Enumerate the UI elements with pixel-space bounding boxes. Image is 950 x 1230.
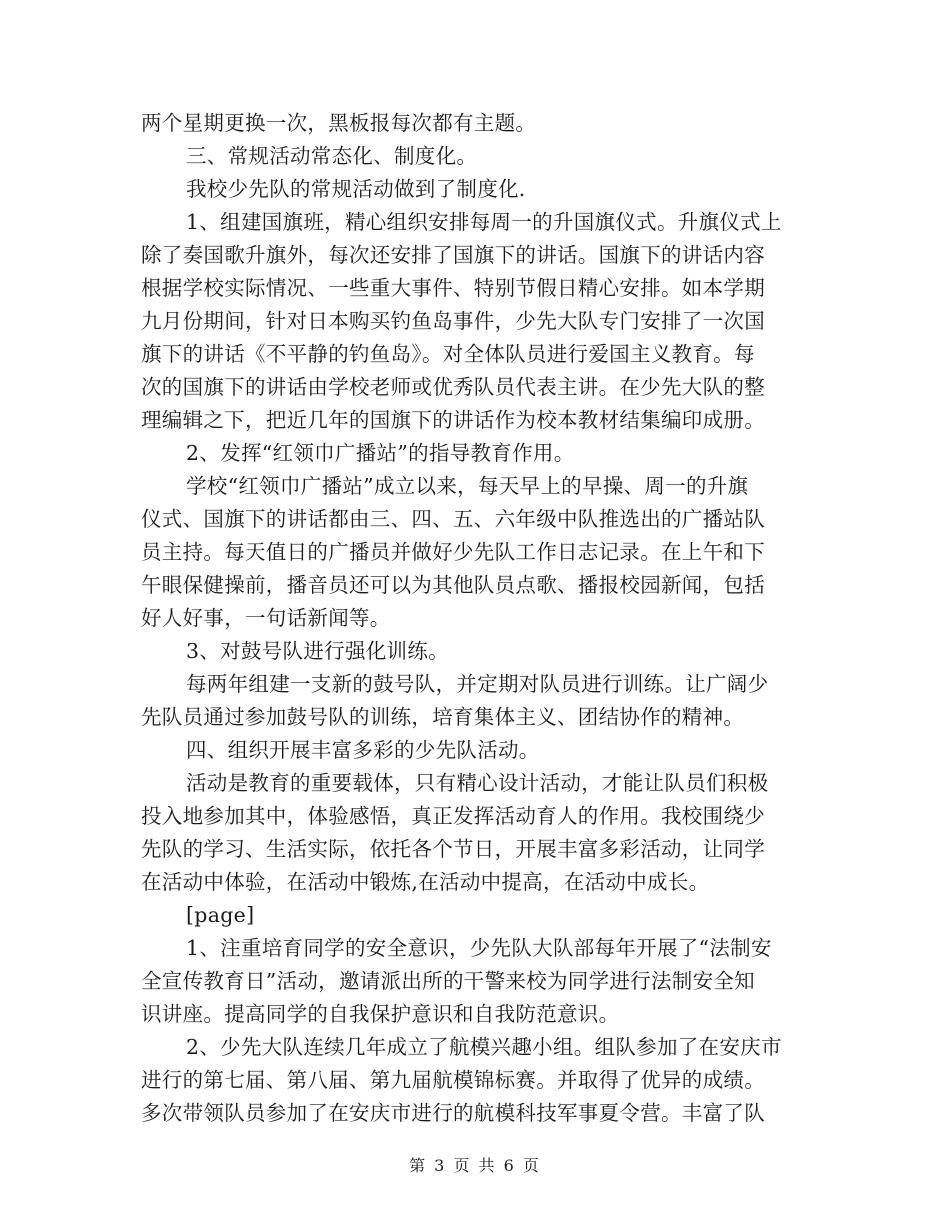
text-line: 在活动中体验，在活动中锻炼,在活动中提高，在活动中成长。 [141, 870, 710, 894]
text-line: 除了奏国歌升旗外，每次还安排了国旗下的讲话。国旗下的讲话内容 [141, 243, 765, 267]
text-line: 1、注重培育同学的安全意识，少先队大队部每年开展了“法制安 [186, 936, 772, 960]
text-line: 全宣传教育日”活动，邀请派出所的干警来校为同学进行法制安全知 [141, 969, 755, 993]
text-line: 1、组建国旗班，精心组织安排每周一的升国旗仪式。升旗仪式上 [186, 210, 782, 234]
text-line: 投入地参加其中，体验感悟，真正发挥活动育人的作用。我校围绕少 [141, 804, 765, 828]
text-line: 两个星期更换一次，黑板报每次都有主题。 [141, 111, 537, 135]
text-line: 四、组织开展丰富多彩的少先队活动。 [186, 738, 540, 762]
text-line: 理编辑之下，把近几年的国旗下的讲话作为校本教材结集编印成册。 [141, 408, 765, 432]
text-line: 旗下的讲话《不平静的钓鱼岛》。对全体队员进行爱国主义教育。每 [141, 342, 755, 366]
text-line: 根据学校实际情况、一些重大事件、特别节假日精心安排。如本学期 [141, 276, 765, 300]
text-line: 九月份期间，针对日本购买钓鱼岛事件，少先大队专门安排了一次国 [141, 309, 765, 333]
text-line: 识讲座。提高同学的自我保护意识和自我防范意识。 [141, 1002, 620, 1026]
text-line: 学校“红领巾广播站”成立以来，每天早上的早操、周一的升旗 [186, 474, 749, 498]
text-line: 2、发挥“红领巾广播站”的指导教育作用。 [186, 441, 575, 465]
text-line: 仪式、国旗下的讲话都由三、四、五、六年级中队推选出的广播站队 [141, 507, 765, 531]
text-line: 进行的第七届、第八届、第九届航模锦标赛。并取得了优异的成绩。 [141, 1068, 765, 1092]
text-line: 活动是教育的重要载体，只有精心设计活动，才能让队员们积极 [186, 771, 769, 795]
text-line: 次的国旗下的讲话由学校老师或优秀队员代表主讲。在少先大队的整 [141, 375, 765, 399]
text-line: 先队的学习、生活实际，依托各个节日，开展丰富多彩活动，让同学 [141, 837, 765, 861]
text-line: 我校少先队的常规活动做到了制度化. [186, 177, 526, 201]
text-line: 员主持。每天值日的广播员并做好少先队工作日志记录。在上午和下 [141, 540, 765, 564]
text-line: 三、常规活动常态化、制度化。 [186, 144, 478, 168]
text-line: 先队员通过参加鼓号队的训练，培育集体主义、团结协作的精神。 [141, 705, 745, 729]
text-line: 3、对鼓号队进行强化训练。 [186, 639, 449, 663]
document-body [141, 107, 813, 1130]
text-line: 每两年组建一支新的鼓号队，并定期对队员进行训练。让广阔少 [186, 672, 769, 696]
text-line: 午眼保健操前，播音员还可以为其他队员点歌、播报校园新闻，包括 [141, 573, 765, 597]
page-marker: [page] [186, 903, 255, 927]
page-number-footer: 第 3 页 共 6 页 [409, 1156, 541, 1175]
text-line: 好人好事，一句话新闻等。 [141, 606, 391, 630]
text-line: 多次带领队员参加了在安庆市进行的航模科技军事夏令营。丰富了队 [141, 1101, 765, 1125]
text-line: 2、少先大队连续几年成立了航模兴趣小组。组队参加了在安庆市 [186, 1035, 782, 1059]
